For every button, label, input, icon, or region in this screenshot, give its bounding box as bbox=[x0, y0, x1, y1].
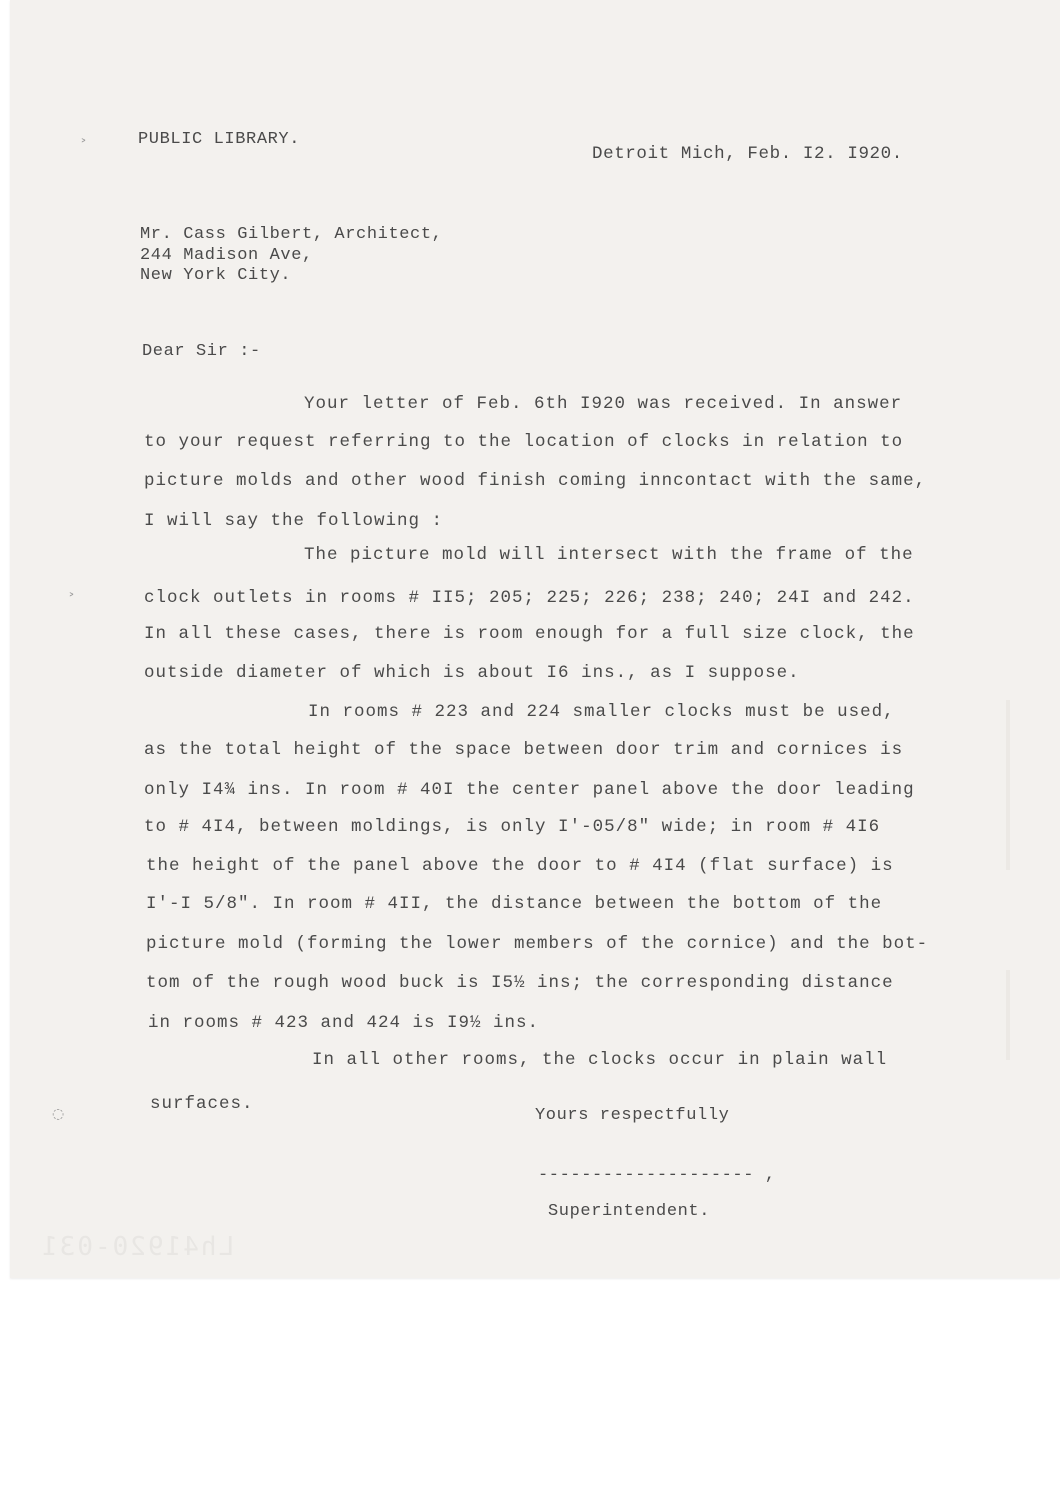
recipient-name: Mr. Cass Gilbert, Architect, bbox=[140, 225, 443, 244]
body-line: the height of the panel above the door to # 4I4 (flat surface) is bbox=[146, 856, 894, 876]
body-line: I will say the following : bbox=[144, 511, 444, 531]
body-line: Your letter of Feb. 6th I920 was received. In answer bbox=[304, 394, 903, 414]
letterhead: PUBLIC LIBRARY. bbox=[138, 130, 301, 149]
signature-line: -------------------- , bbox=[538, 1166, 776, 1185]
body-line: only I4¾ ins. In room # 40I the center panel above the door leading bbox=[144, 780, 915, 800]
body-line: to your request referring to the location of clocks in relation to bbox=[144, 432, 904, 452]
archive-stamp: Lh41920-031 bbox=[40, 1232, 235, 1262]
body-line: picture molds and other wood finish coming inncontact with the same, bbox=[144, 471, 927, 491]
body-line: tom of the rough wood buck is I5½ ins; the corresponding distance bbox=[146, 973, 894, 993]
margin-mark: ˃ bbox=[80, 138, 87, 154]
body-line: outside diameter of which is about I6 ins., as I suppose. bbox=[144, 663, 800, 683]
signature-title: Superintendent. bbox=[548, 1202, 711, 1221]
body-line: surfaces. bbox=[150, 1094, 254, 1114]
body-line: The picture mold will intersect with the frame of the bbox=[304, 545, 914, 565]
body-line: picture mold (forming the lower members of the cornice) and the bot- bbox=[146, 934, 929, 954]
closing: Yours respectfully bbox=[535, 1106, 730, 1125]
recipient-city: New York City. bbox=[140, 266, 292, 285]
recipient-street: 244 Madison Ave, bbox=[140, 246, 313, 265]
margin-mark: ˃ bbox=[68, 592, 75, 608]
body-line: In all other rooms, the clocks occur in plain wall bbox=[312, 1050, 888, 1070]
body-line: In all these cases, there is room enough for a full size clock, the bbox=[144, 624, 915, 644]
page-edge-shadow bbox=[1006, 970, 1010, 1060]
body-line: I'-I 5/8". In room # 4II, the distance between the bottom of the bbox=[146, 894, 883, 914]
page-edge-shadow bbox=[1006, 700, 1010, 870]
margin-mark: ◌ bbox=[52, 1106, 65, 1122]
place-date: Detroit Mich, Feb. I2. I920. bbox=[592, 144, 903, 164]
salutation: Dear Sir :- bbox=[142, 342, 261, 361]
body-line: in rooms # 423 and 424 is I9½ ins. bbox=[148, 1013, 540, 1033]
body-line: as the total height of the space between door trim and cornices is bbox=[144, 740, 904, 760]
body-line: to # 4I4, between moldings, is only I'-05/8" wide; in room # 4I6 bbox=[144, 817, 881, 837]
body-line: In rooms # 223 and 224 smaller clocks must be used, bbox=[308, 702, 895, 722]
body-line: clock outlets in rooms # II5; 205; 225; 226; 238; 240; 24I and 242. bbox=[144, 588, 915, 608]
